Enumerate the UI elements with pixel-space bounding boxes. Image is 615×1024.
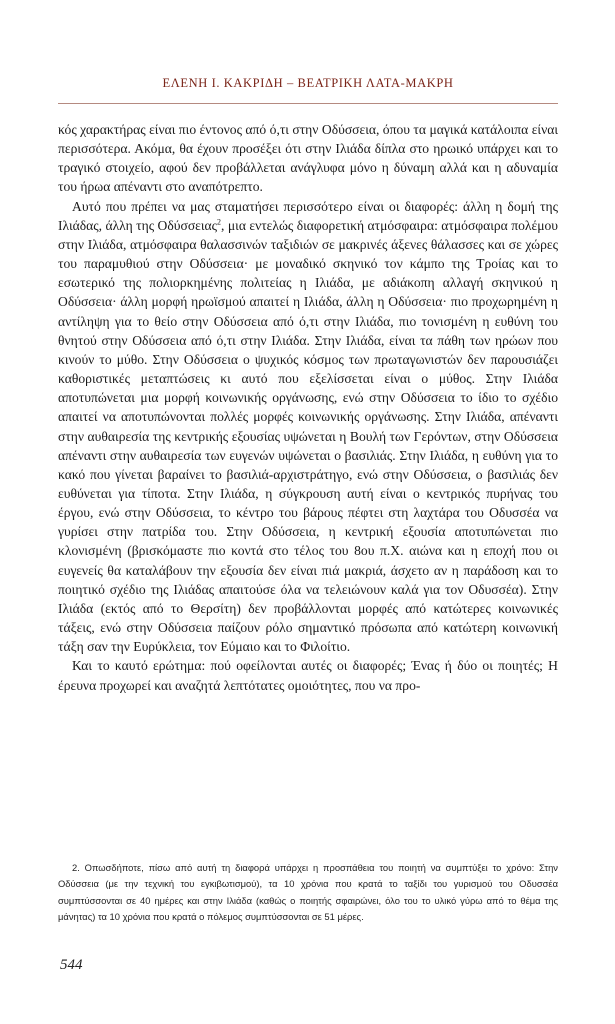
paragraph-2-part-2: , μια εντελώς διαφορετική ατμόσφαιρα: ατμόσφαιρα πολέμου στην Ιλιάδα, ατμόσφαιρα θαλασσινών ταξιδιών σε μακρινές άξενες θάλασσες και σε χώρες του παραμυθιού στην Οδύσσεια· με μοναδικό σκηνικό τον κάμπο της Τροίας και το εσωτερικό της πολιορκημένης πολιτείας η Ιλιάδα, με αδιάκοπη αλλαγή σκηνικού η Οδύσσεια· άλλη μορφή ηρωϊσμού απαιτεί η Ιλιάδα, άλλη η Οδύσσεια· πιο προχωρημένη η αντίληψη για το θείο στην Οδύσσεια από ό,τι στην Ιλιάδα, πιο τονισμένη η ευθύνη του θνητού στην Οδύσσεια από ό,τι στην Ιλιάδα. Στην Ιλιάδα, είναι τα πάθη των ηρώων που κινούν το μύθο. Στην Οδύσσεια ο ψυχικός κόσμος των πρωταγωνιστών δεν παρουσιάζει καθοριστικές μεταπτώσεις κι αυτό που εξελίσσεται είναι ο μύθος. Στην Ιλιάδα αποτυπώνεται μια μορφή κοινωνικής οργάνωσης, ενώ στην Οδύσσεια το ίδιο το σχέδιο απαιτεί να αποτυπώνονται πολλές μορφές κοινωνικής οργάνωσης. Στην Ιλιάδα, απέναντι στην αυθαιρεσία της κεντρικής εξουσίας υψώνεται η Βουλή των Γερόντων, στην Οδύσσεια απέναντι στην αυθαιρεσία των ευγενών υψώνεται ο βασιλιάς. Στην Ιλιάδα, η ευθύνη για το κακό που γίνεται βαραίνει το βασιλιά-αρχιστράτηγο, ενώ στην Οδύσσεια, ο βασιλιάς δεν ευθύνεται για τίποτα. Στην Ιλιάδα, η σύγκρουση αυτή είναι ο κεντρικός πυρήνας του έργου, ενώ στην Οδύσσεια, το κέντρο του βάρους πέφτει στη λαχτάρα του Οδυσσέα να γυρίσει στην πατρίδα του. Στην Οδύσσεια, η κεντρική εξουσία αποτυπώνεται πιο κλονισμένη (βρισκόμαστε πιο κοντά στο τέλος του 8ου π.Χ. αιώνα και η εποχή που οι ευγενείς θα καταλάβουν την εξουσία δεν είναι πιά μακριά, άσχετο αν η παράδοση και το ποιητικό σχέδιο της Ιλιάδας απαιτούσε όλα να τελειώνουν καλά για τον Οδυσσέα). Στην Ιλιάδα (εκτός από το Θερσίτη) δεν προβάλλονται μορφές από κατώτερες κοινωνικές τάξεις, ενώ στην Οδύσσεια παίζουν ρόλο σημαντικό πρόσωπα από κατώτερη κοινωνική τάξη σαν την Ευρύκλεια, τον Εύμαιο και το Φιλοίτιο. [58, 217, 559, 655]
footnote [58, 860, 558, 925]
page-number: 544 [60, 957, 83, 973]
header-rule [58, 103, 558, 104]
running-head: ΕΛΕΝΗ Ι. ΚΑΚΡΙΔΗ – ΒΕΑΤΡΙΚΗ ΛΑΤΑ-ΜΑΚΡΗ [162, 76, 454, 90]
paragraph-2-part-1: Αυτό που πρέπει να μας σταματήσει περισσότερο είναι οι διαφορές: άλλη η δομή της Ιλιάδας, άλλη της Οδύσσειας [58, 198, 558, 233]
paragraph-2 [58, 197, 558, 657]
paragraph-3: Και το καυτό ερώτημα: πού οφείλονται αυτές οι διαφορές; Ένας ή δύο οι ποιητές; Η έρευνα προχωρεί και αναζητά λεπτότατες ομοιότητες, που να προ- [58, 658, 558, 693]
paragraph-1: κός χαρακτήρας είναι πιο έντονος από ό,τι στην Οδύσσεια, όπου τα μαγικά κατάλοιπα είναι περισσότερα. Ακόμα, θα έχουν προσέξει ότι στην Ιλιάδα δίπλα στο ηρωικό υπάρχει και το τραγικό στοιχείο, αφού δεν προβάλλεται ανάγλυφα μόνο η δύναμη αλλά και η αδυναμία του ήρωα απέναντι στο αναπότρεπτο. [58, 122, 558, 195]
footnote-reference[interactable]: 2 [217, 217, 222, 227]
main-text [58, 120, 558, 695]
footnote-text: 2. Οπωσδήποτε, πίσω από αυτή τη διαφορά υπάρχει η προσπάθεια του ποιητή να συμπτύξει το χρόνο: Στην Οδύσσεια (με την τεχνική του εγκιβωτισμού), τα 10 χρόνια που κρατά το ταξίδι του γυρισμού του Οδυσσέα συμπτύσσονται σε 40 ημέρες και στην Ιλιάδα (καθώς ο ποιητής σφαιρώνει, όλο του το υλικό γύρω από το θέμα της μάνητας) τα 10 χρόνια που κρατά ο πόλεμος συμπτύσσονται σε 51 μέρες. [58, 862, 558, 922]
